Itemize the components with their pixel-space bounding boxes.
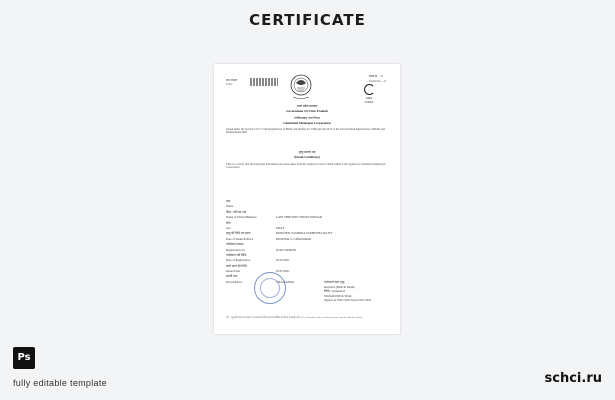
footer-note: नोट : मृत्यु की घटना के संबंध में जानकारी के लिए कृपया संबंधित कार्यालय से संपर्क करें। For verification of the certificate please visit the official website. bbox=[226, 316, 363, 319]
field-key: लिंग bbox=[226, 220, 231, 225]
gov-hi: उत्तर प्रदेश सरकार bbox=[296, 104, 318, 108]
crs-logo bbox=[362, 84, 376, 102]
registrar-hi: पंजीकर्ता जन्म मृत्यु bbox=[324, 280, 345, 284]
form-number-hi: प्रपत्र सं. – 6 bbox=[368, 74, 383, 78]
record-fields bbox=[226, 199, 391, 285]
cert-title-hi: मृत्यु प्रमाण पत्र bbox=[298, 150, 316, 154]
field-key: Place/District bbox=[226, 279, 243, 284]
field-key: Issued Date bbox=[226, 269, 241, 274]
crs-logo-icon bbox=[364, 84, 375, 95]
cert-title-en: (Death Certificate) bbox=[294, 155, 320, 159]
field-key: पंजीकरण की तिथि bbox=[226, 252, 247, 257]
field-key: Date of Death & Place bbox=[226, 236, 254, 241]
field-value: 03/07/2021 bbox=[276, 258, 290, 263]
certificate-document bbox=[214, 64, 400, 334]
field-key: पंजीकरण संख्या bbox=[226, 242, 244, 247]
official-seal-icon bbox=[254, 272, 286, 304]
signature-seal-label: SIGNATURE & SEAL bbox=[324, 293, 353, 298]
field-value: LATE SHRI SHIV SINGH TANWAR bbox=[276, 215, 322, 220]
field-value: DENOTED-YASHODA SUPERSPECIALITY bbox=[276, 231, 333, 236]
field-key: नाम bbox=[226, 199, 231, 203]
field-key: मृत्यु की तिथि एवं स्थान bbox=[226, 231, 251, 236]
page-title: CERTIFICATE bbox=[249, 11, 366, 29]
form-number-en: Form No. – 6 bbox=[368, 79, 386, 83]
field-value: MALE bbox=[276, 225, 285, 230]
field-key: Name bbox=[226, 204, 234, 209]
field-key: Date of Registration bbox=[226, 258, 251, 263]
photoshop-icon: Ps bbox=[13, 347, 35, 369]
field-value: D/2021/0006781 bbox=[276, 247, 297, 252]
field-value: GHAZIABAD bbox=[276, 279, 294, 284]
state-emblem-icon bbox=[288, 73, 314, 101]
field-key: जारी करने की तिथि bbox=[226, 263, 247, 268]
template-tagline: fully editable template bbox=[13, 378, 107, 388]
form-number-label bbox=[369, 74, 386, 84]
field-value: HOSPITALS, GHAZIABAD bbox=[276, 236, 312, 241]
gov-en: Government Of Uttar Pradesh bbox=[286, 109, 328, 113]
serial-number-label bbox=[226, 78, 237, 86]
certify-text: This is to certify that the following information has been taken from the original record of death which is the register for Ghaziabad Municipal Corporation bbox=[226, 163, 386, 170]
registrar-en: Registrar (Birth & Death) bbox=[324, 284, 355, 289]
org-hi: गाजियाबाद नगर निगम bbox=[294, 116, 320, 120]
issued-under-text: Issued under the Section 12/17 of the Registration of Births and Deaths Act 1969 and rule 8/13 of the Uttar Pradesh Registration of Births and Deaths Rules 2002 bbox=[226, 128, 385, 135]
district-label: जिला / Ghaziabad bbox=[324, 289, 345, 294]
serial-number-en: S.No. bbox=[226, 82, 233, 86]
org-en: Ghaziabad Municipal Corporation bbox=[283, 121, 331, 125]
signature-block bbox=[324, 280, 371, 303]
field-value: 03/07/2021 bbox=[276, 269, 290, 274]
field-key: स्थायी पता bbox=[226, 274, 238, 279]
field-key: Sex bbox=[226, 225, 231, 230]
barcode bbox=[250, 78, 278, 86]
field-key: Name of Father/Husband bbox=[226, 215, 257, 220]
signed-on-date: Signed on 03/07/2021 Date 03/07/2021 bbox=[324, 298, 372, 303]
field-key: Registration No bbox=[226, 247, 246, 252]
serial-number-hi: क्रम संख्या bbox=[226, 78, 238, 82]
site-link[interactable]: schci.ru bbox=[544, 371, 602, 386]
field-key: पिता / पति का नाम bbox=[226, 209, 247, 214]
crs-logo-label: CRS LOGO bbox=[364, 96, 374, 104]
